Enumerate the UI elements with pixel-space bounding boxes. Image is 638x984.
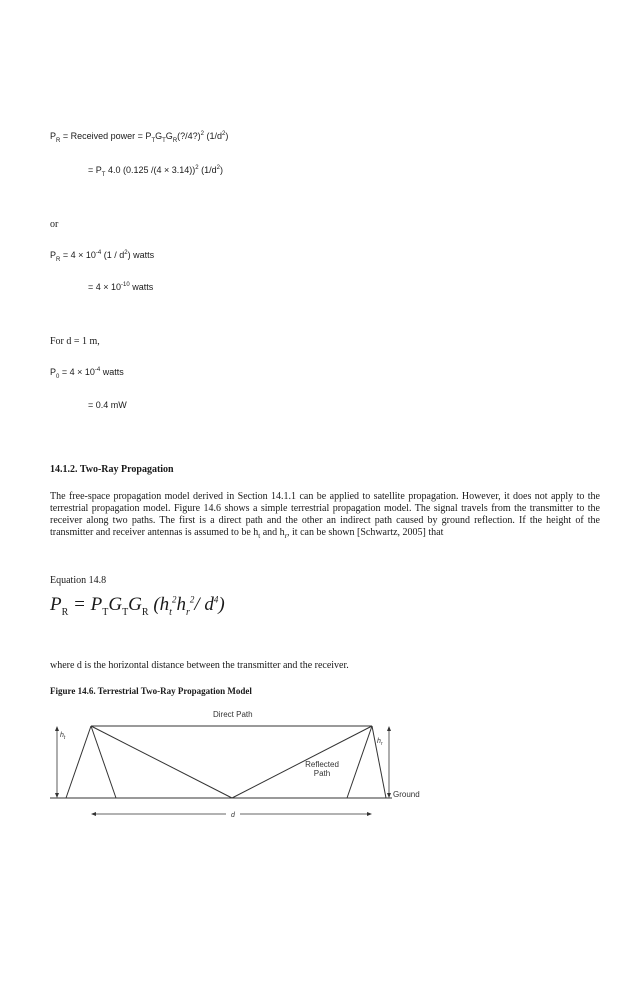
eq2-body: 4.0 (0.125 /(4 × 3.14)) [105,165,196,175]
eqb-g2: G [128,594,142,615]
eq3-sub: R [56,256,61,263]
eqb-hr: h [176,594,186,615]
where-text: where d is the horizontal distance between the transmitter and the receiver. [50,660,349,671]
ht-arrow-bottom [55,793,59,798]
eq4-sup: -10 [121,282,130,288]
eqb-slash: / d [194,594,214,615]
eqb-g: G [108,594,123,615]
eq-mw: = 0.4 mW [88,400,127,410]
eqb-open: (h [148,594,170,615]
eqb-lhs-sub: R [61,606,69,618]
eq3-symbol: P [50,250,57,260]
eq5-sup: -4 [94,367,101,373]
eq1-pt-sub: T [151,137,156,144]
eq1-symbol-sub: R [56,137,61,144]
eq5-body: = 4 × 10 [59,367,95,377]
eq4-body: = 4 × 10 [88,282,122,292]
eq1-g1-sub: T [162,137,166,144]
d-arrow-left [91,812,96,816]
eq2-end: ) [219,165,223,175]
eq1-text: = Received power = P [62,131,152,141]
eq2-sub: T [101,171,106,178]
d-label: d [231,812,235,819]
eq2-sup2: 2 [216,165,220,171]
eq5-end: watts [100,367,124,377]
eq3-body: = 4 × 10 [60,250,96,260]
hr-arrow-top [387,726,391,731]
paragraph-sub-t: t [258,532,261,540]
rx-tower-right [372,726,386,798]
ht-label-sub: t [63,735,66,741]
eqb-hr-sub: r [185,606,190,618]
eq2-sup1: 2 [195,165,199,171]
eqb-eq: = P [68,594,103,615]
section-heading: 14.1.2. Two-Ray Propagation [50,464,174,475]
eq2-pre: = P [88,165,102,175]
eq5-symbol: P [50,367,57,377]
eq1-g1: G [155,131,163,141]
ground-label: Ground [393,790,420,799]
tx-tower-left [63,726,91,798]
eqb-hr-sup: 2 [189,594,195,605]
figure-caption: Figure 14.6. Terrestrial Two-Ray Propagation Model [50,686,252,696]
eqb-gr-sub: R [141,606,149,618]
for-d-text: For d = 1 m, [50,336,100,347]
equation-label: Equation 14.8 [50,575,107,586]
hr-arrow-bottom [387,793,391,798]
paragraph-mid: and h [260,527,285,538]
eqb-lhs: P [50,594,62,615]
eqb-gt-sub: T [122,606,129,618]
eq1-lambda-sup: 2 [200,131,205,137]
eq4-end: watts [129,282,154,292]
ht-arrow-top [55,726,59,731]
eqb-d-sup: 4 [213,594,219,605]
reflected-label-1: Reflected [305,760,339,769]
eq3-end: ) watts [127,250,155,260]
eq1-dist: (1/d [204,131,223,141]
eq1-symbol: P [50,131,57,141]
or-text: or [50,219,59,230]
eq1-g2: G [165,131,173,141]
paragraph-sub-r: r [284,532,288,540]
eq3-sup1: -4 [95,250,102,256]
eqb-pt-sub: T [102,606,109,618]
eq2-mid: (1/d [198,165,217,175]
hr-label-sub: r [380,741,383,747]
eq1-close: ) [225,131,229,141]
eq3-mid: (1 / d [101,250,125,260]
d-arrow-right [367,812,372,816]
eqb-ht-sup: 2 [171,594,177,605]
eq5-sub: 0 [56,373,60,380]
hr-label [377,738,383,747]
paragraph-text: The free-space propagation model derived in Section 14.1.1 can be applied to satellite propagation. However, it does not apply to the terrestrial propagation model. Figure 14.6 shows a simple terrestrial propagation model. The signal travels from the transmitter to the receiver along two paths. The first is a direct path and the other an indirect path caused by ground reflection. If the height of the transmitter and receiver antennas is assumed to be h [50,491,600,538]
paragraph-end: , it can be shown [Schwartz, 2005] that [287,527,444,538]
eq1-dist-sup: 2 [222,131,226,137]
reflected-label-2: Path [313,769,331,778]
eq1-lambda: (?/4?) [177,131,201,141]
eq1-g2-sub: R [172,137,178,144]
direct-path-label: Direct Path [213,710,253,719]
eq3-sup2: 2 [124,250,128,256]
eqb-close: ) [218,594,225,615]
ht-label-h: h [60,732,64,739]
ht-label [60,732,66,741]
hr-label-h: h [377,738,381,745]
eqb-ht-sub: t [169,606,172,618]
